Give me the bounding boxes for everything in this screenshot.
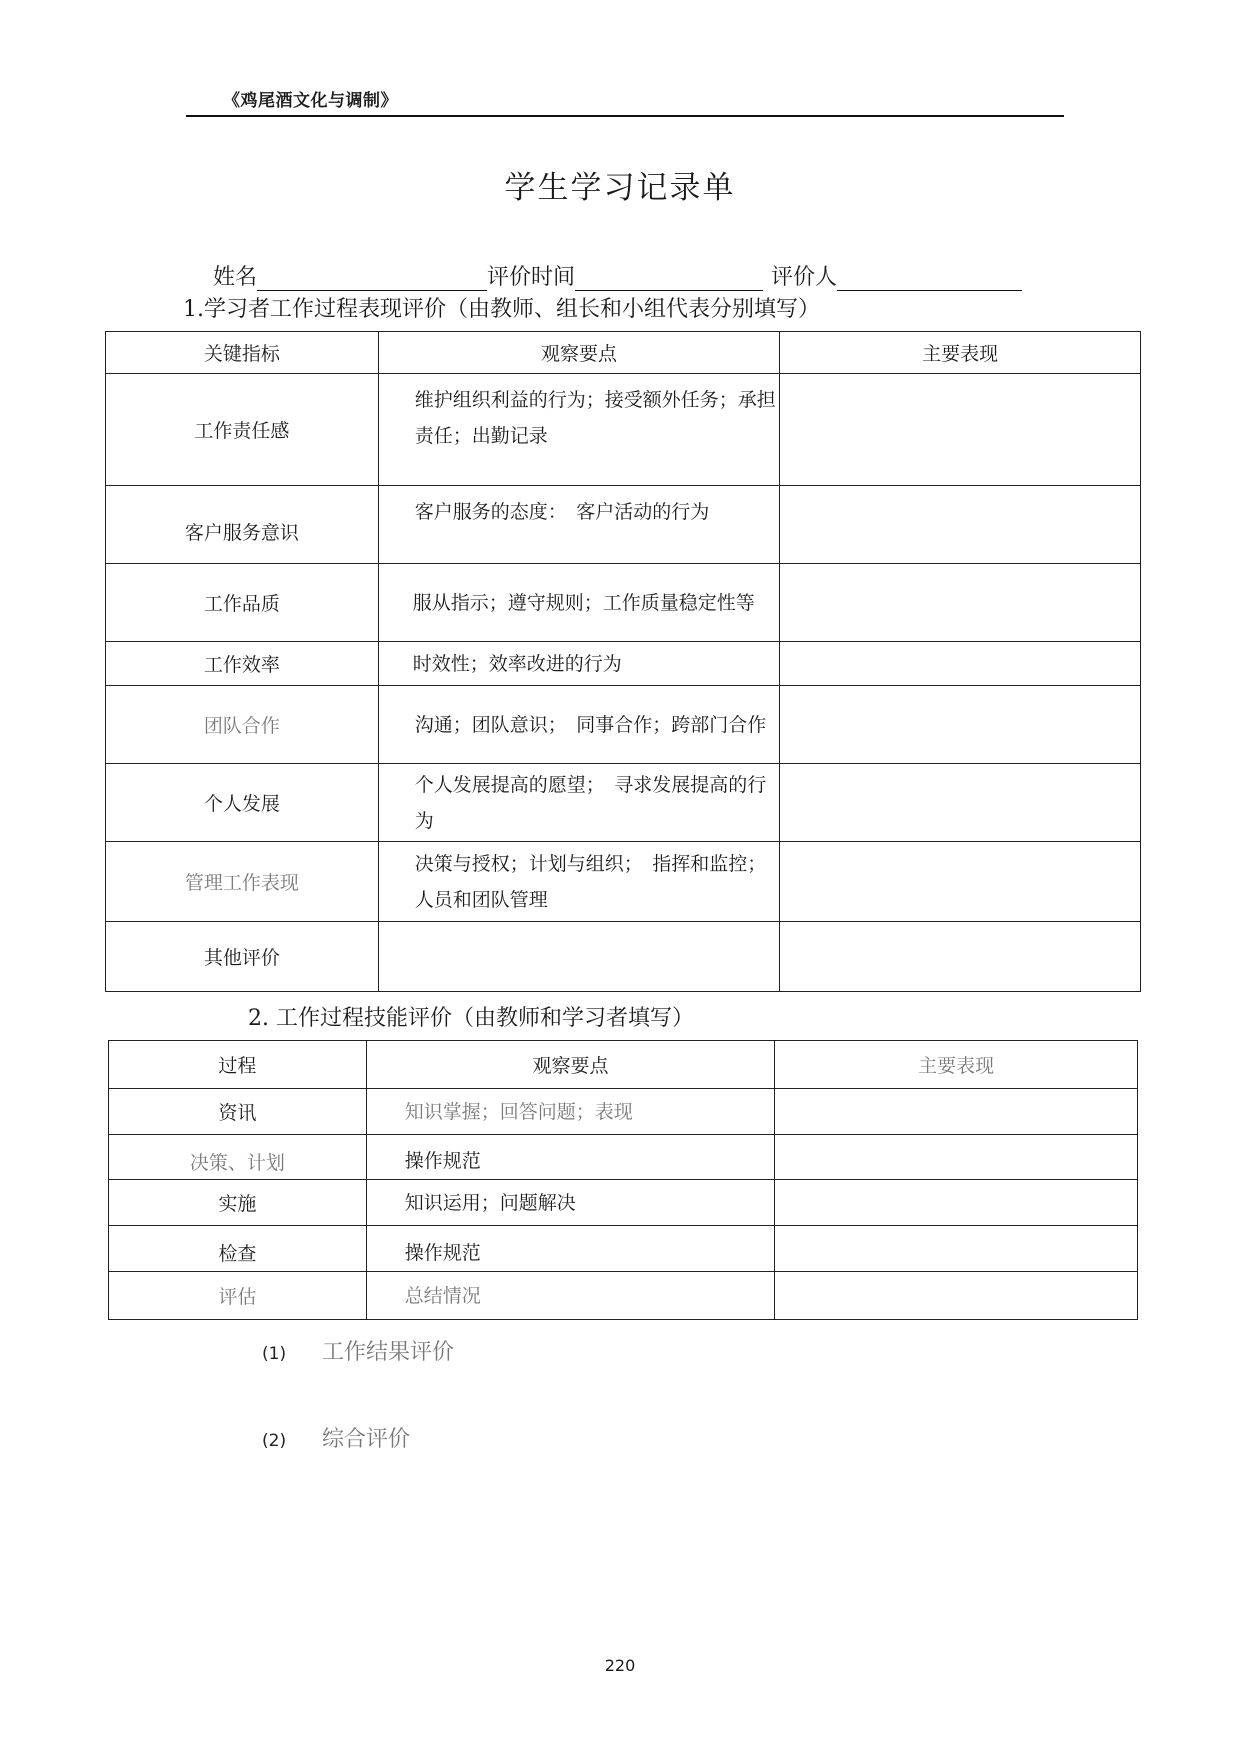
indicator-cell: 其他评价	[106, 922, 379, 992]
indicator-cell: 工作效率	[106, 642, 379, 686]
column-header: 关键指标	[106, 332, 379, 374]
points-cell: 时效性；效率改进的行为	[378, 642, 780, 686]
points-cell: 知识运用；问题解决	[366, 1180, 775, 1226]
points-cell: 服从指示；遵守规则；工作质量稳定性等	[378, 564, 780, 642]
table-header-row	[109, 1041, 1138, 1089]
table-row	[109, 1226, 1138, 1272]
column-header: 过程	[109, 1041, 367, 1089]
process-performance-table	[105, 331, 1141, 992]
subsection-label: 综合评价	[322, 1427, 411, 1452]
indicator-cell: 管理工作表现	[106, 842, 379, 922]
performance-cell[interactable]	[775, 1226, 1138, 1272]
column-header: 主要表现	[780, 332, 1141, 374]
subsection-label: 工作结果评价	[322, 1340, 455, 1365]
performance-cell[interactable]	[780, 486, 1141, 564]
time-label: 评价时间	[487, 265, 576, 290]
table-row	[106, 842, 1141, 922]
process-cell: 检查	[109, 1226, 367, 1272]
points-cell: 个人发展提高的愿望； 寻求发展提高的行为	[378, 764, 780, 842]
performance-cell[interactable]	[780, 564, 1141, 642]
points-cell[interactable]	[378, 922, 780, 992]
evaluator-label: 评价人	[771, 265, 838, 290]
book-title: 《鸡尾酒文化与调制》	[223, 91, 398, 111]
points-cell: 知识掌握；回答问题；表现	[366, 1089, 775, 1135]
name-label: 姓名	[213, 265, 258, 290]
process-cell: 资讯	[109, 1089, 367, 1135]
table-row	[106, 486, 1141, 564]
table-row	[109, 1135, 1138, 1180]
column-header: 观察要点	[378, 332, 780, 374]
table-row	[106, 922, 1141, 992]
indicator-cell: 团队合作	[106, 686, 379, 764]
info-line	[213, 260, 1022, 291]
performance-cell[interactable]	[780, 764, 1141, 842]
column-header: 观察要点	[366, 1041, 775, 1089]
performance-cell[interactable]	[775, 1089, 1138, 1135]
indicator-cell: 个人发展	[106, 764, 379, 842]
process-skill-table	[108, 1040, 1138, 1320]
table-row	[109, 1272, 1138, 1320]
indicator-cell: 工作品质	[106, 564, 379, 642]
table-row	[106, 374, 1141, 486]
section1-heading: 1.学习者工作过程表现评价（由教师、组长和小组代表分别填写）	[183, 297, 820, 322]
section2-heading: 2. 工作过程技能评价（由教师和学习者填写）	[248, 1006, 694, 1031]
page-title: 学生学习记录单	[504, 170, 736, 206]
points-cell: 总结情况	[366, 1272, 775, 1320]
process-cell: 决策、计划	[109, 1135, 367, 1180]
process-cell: 评估	[109, 1272, 367, 1320]
performance-cell[interactable]	[775, 1135, 1138, 1180]
points-cell: 操作规范	[366, 1226, 775, 1272]
header-rule	[186, 115, 1064, 117]
subsection-work-result	[262, 1335, 454, 1366]
process-cell: 实施	[109, 1180, 367, 1226]
table-row	[106, 764, 1141, 842]
indicator-cell: 工作责任感	[106, 374, 379, 486]
table-row	[106, 686, 1141, 764]
performance-cell[interactable]	[780, 374, 1141, 486]
table-header-row	[106, 332, 1141, 374]
points-cell: 操作规范	[366, 1135, 775, 1180]
performance-cell[interactable]	[780, 922, 1141, 992]
evaluator-blank[interactable]	[837, 268, 1022, 291]
subsection-number: (1)	[262, 1344, 287, 1364]
performance-cell[interactable]	[775, 1180, 1138, 1226]
points-cell: 沟通；团队意识； 同事合作；跨部门合作	[378, 686, 780, 764]
performance-cell[interactable]	[780, 686, 1141, 764]
points-cell: 维护组织利益的行为；接受额外任务；承担责任；出勤记录	[378, 374, 780, 486]
name-blank[interactable]	[257, 268, 487, 291]
performance-cell[interactable]	[775, 1272, 1138, 1320]
table-row	[109, 1180, 1138, 1226]
points-cell: 决策与授权；计划与组织； 指挥和监控；人员和团队管理	[378, 842, 780, 922]
points-cell: 客户服务的态度： 客户活动的行为	[378, 486, 780, 564]
page-number: 220	[604, 1656, 636, 1675]
performance-cell[interactable]	[780, 642, 1141, 686]
performance-cell[interactable]	[780, 842, 1141, 922]
table-row	[106, 564, 1141, 642]
time-blank[interactable]	[575, 268, 763, 291]
subsection-number: (2)	[262, 1431, 287, 1451]
subsection-overall	[262, 1422, 410, 1453]
column-header: 主要表现	[775, 1041, 1138, 1089]
indicator-cell: 客户服务意识	[106, 486, 379, 564]
table-row	[106, 642, 1141, 686]
table-row	[109, 1089, 1138, 1135]
